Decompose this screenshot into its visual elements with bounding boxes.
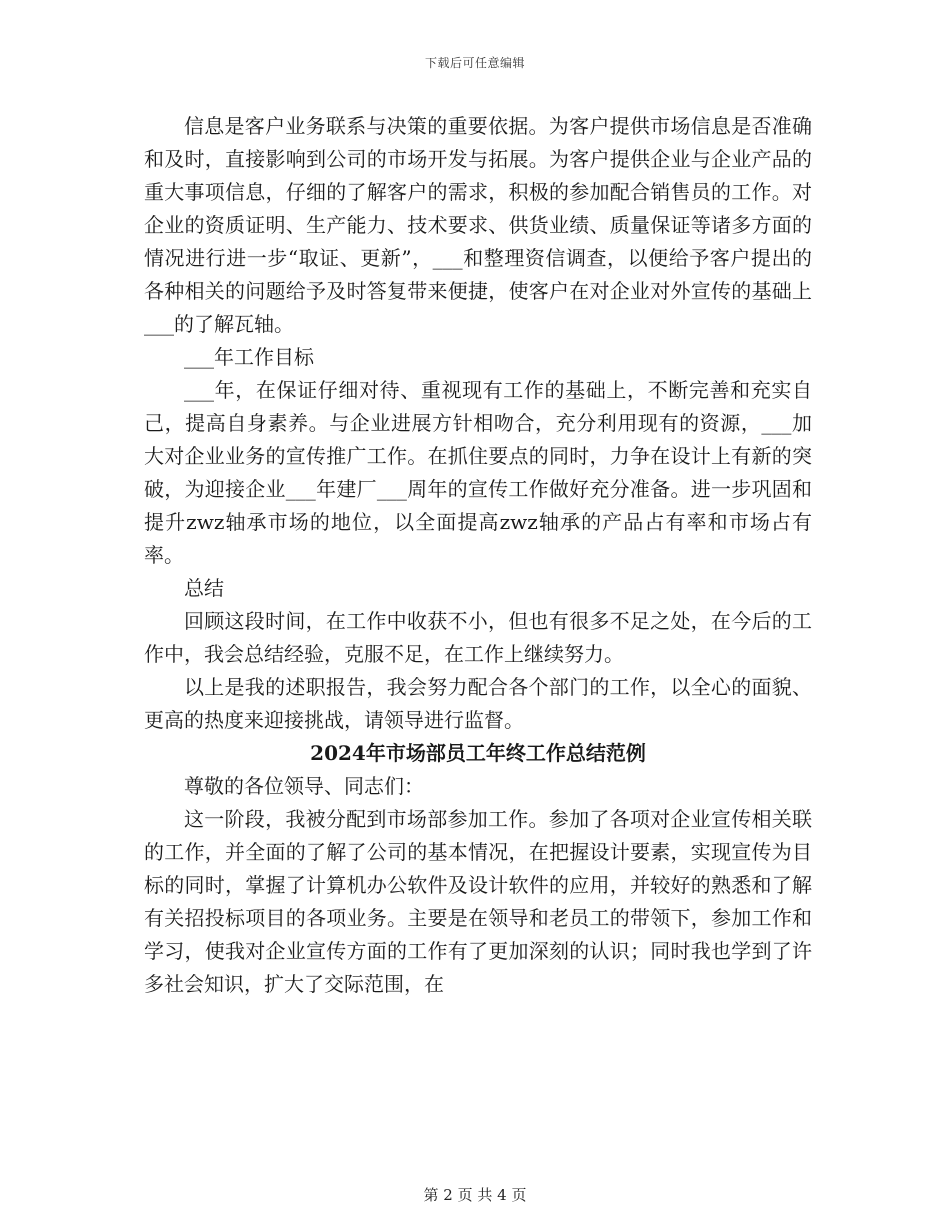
page-header-note: 下载后可任意编辑 [424,56,525,70]
paragraph-goals-heading: ___年工作目标 [184,345,314,369]
section-title: 2024年市场部员工年终工作总结范例 [310,741,646,765]
paragraph-customer-info: 信息是客户业务联系与决策的重要依据。为客户提供市场信息是否准确和及时，直接影响到公司的市场开发与拓展。为客户提供企业与企业产品的重大事项信息，仔细的了解客户的需求，积极的参加配合销售员的工作。对企业的资质证明、生产能力、技术要求、供货业绩、质量保证等诸多方面的情况进行进一步“取证、更新”，___和整理资信调查，以便给予客户提出的各种相关的问题给予及时答复带来便捷，使客户在对企业对外宣传的基础上___的了解瓦轴。 [144,114,812,336]
document-body [144,110,812,1001]
paragraph-intro: 这一阶段，我被分配到市场部参加工作。参加了各项对企业宣传相关联的工作，并全面的了解了公司的基本情况，在把握设计要素，实现宣传为目标的同时，掌握了计算机办公软件及设计软件的应用，并较好的熟悉和了解有关招投标项目的各项业务。主要是在领导和老员工的带领下，参加工作和学习，使我对企业宣传方面的工作有了更加深刻的认识；同时我也学到了许多社会知识，扩大了交际范围，在 [144,807,812,996]
paragraph-salutation: 尊敬的各位领导、同志们： [184,774,424,798]
paragraph-closing: 以上是我的述职报告，我会努力配合各个部门的工作，以全心的面貌、更高的热度来迎接挑战，请领导进行监督。 [144,675,812,732]
paragraph-summary-heading: 总结 [184,576,224,600]
page-number: 第 2 页 共 4 页 [423,1186,527,1204]
paragraph-goals: ___年，在保证仔细对待、重视现有工作的基础上，不断完善和充实自己，提高自身素养。与企业进展方针相吻合，充分利用现有的资源，___加大对企业业务的宣传推广工作。在抓住要点的同时，力争在设计上有新的突破，为迎接企业___年建厂___周年的宣传工作做好充分准备。进一步巩固和提升zwz轴承市场的地位，以全面提高zwz轴承的产品占有率和市场占有率。 [144,378,812,567]
paragraph-review: 回顾这段时间，在工作中收获不小，但也有很多不足之处，在今后的工作中，我会总结经验，克服不足，在工作上继续努力。 [144,609,812,666]
